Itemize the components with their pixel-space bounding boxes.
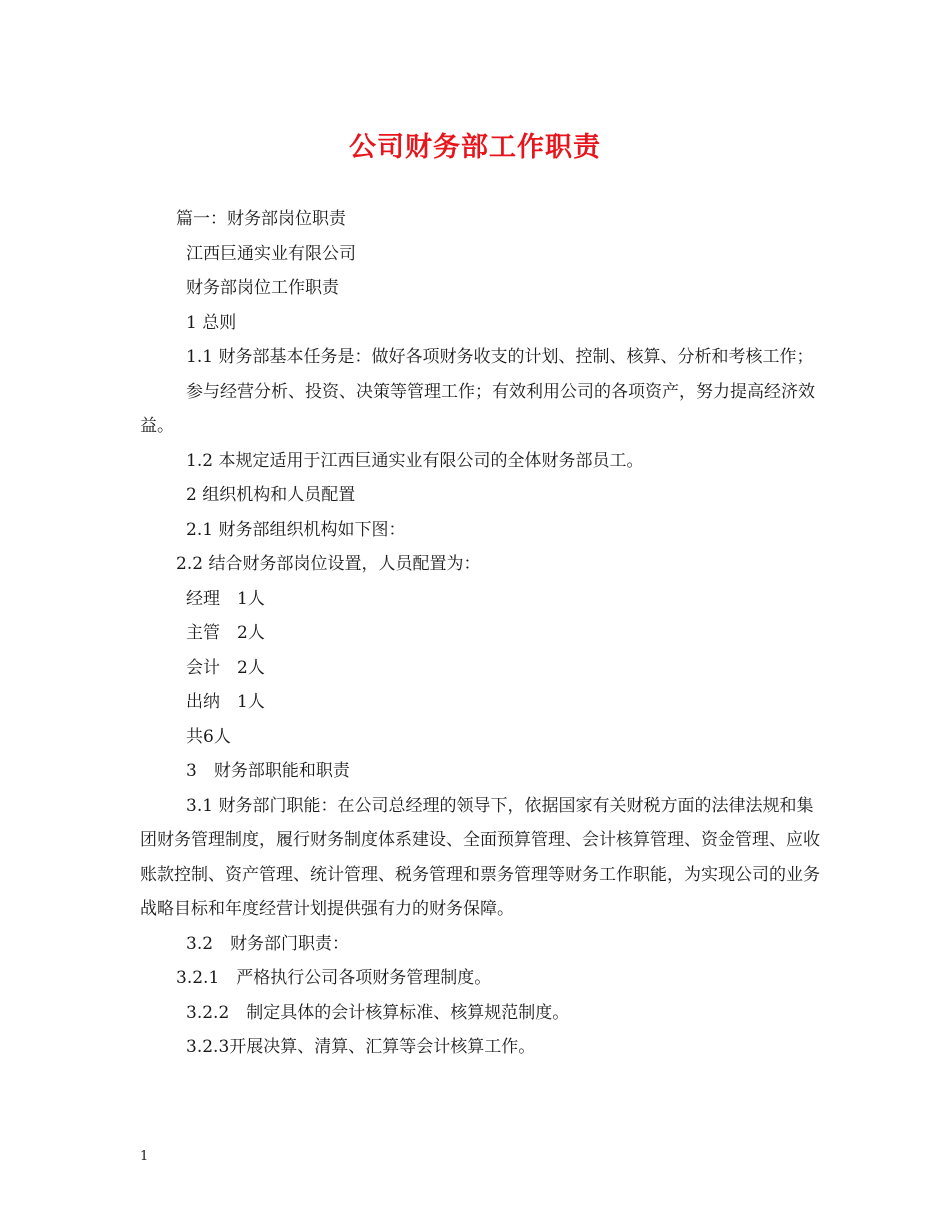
paragraph: 2.2 结合财务部岗位设置，人员配置为： bbox=[176, 554, 481, 574]
paragraph: 3.2 财务部门职责： bbox=[186, 933, 350, 954]
paragraph: 江西巨通实业有限公司 bbox=[186, 243, 356, 264]
paragraph: 1 总则 bbox=[186, 312, 237, 333]
paragraph: 参与经营分析、投资、决策等管理工作；有效利用公司的各项资产，努力提高经济效益。 bbox=[140, 381, 815, 436]
paragraph: 3.2.1 严格执行公司各项财务管理制度。 bbox=[176, 968, 492, 988]
paragraph: 2 组织机构和人员配置 bbox=[186, 485, 356, 505]
paragraph: 1.1 财务部基本任务是：做好各项财务收支的计划、控制、核算、分析和考核工作； bbox=[186, 347, 814, 367]
document-body bbox=[140, 202, 820, 1065]
section-heading: 篇一：财务部岗位职责 bbox=[176, 209, 346, 229]
paragraph: 财务部岗位工作职责 bbox=[186, 278, 339, 298]
staff-item: 经理 1人 bbox=[186, 588, 265, 609]
document-title: 公司财务部工作职责 bbox=[349, 132, 601, 163]
paragraph: 3.2.3开展决算、清算、汇算等会计核算工作。 bbox=[186, 1037, 536, 1057]
paragraph: 3.1 财务部门职能：在公司总经理的领导下，依据国家有关财税方面的法律法规和集团财务管理制度，履行财务制度体系建设、全面预算管理、会计核算管理、资金管理、应收账款控制、资产管理、统计管理、税务管理和票务管理等财务工作职能，为实现公司的业务战略目标和年度经营计划提供强有力的财务保障。 bbox=[140, 795, 820, 919]
paragraph: 1.2 本规定适用于江西巨通实业有限公司的全体财务部员工。 bbox=[186, 450, 644, 471]
staff-total: 共6人 bbox=[186, 726, 231, 747]
staff-item: 主管 2人 bbox=[186, 623, 265, 643]
staff-item: 出纳 1人 bbox=[186, 692, 265, 712]
paragraph: 2.1 财务部组织机构如下图： bbox=[186, 519, 406, 540]
paragraph: 3.2.2 制定具体的会计核算标准、核算规范制度。 bbox=[186, 1002, 570, 1023]
page-number: 1 bbox=[140, 1149, 149, 1164]
paragraph: 3 财务部职能和职责 bbox=[186, 761, 350, 781]
staff-item: 会计 2人 bbox=[186, 657, 265, 678]
